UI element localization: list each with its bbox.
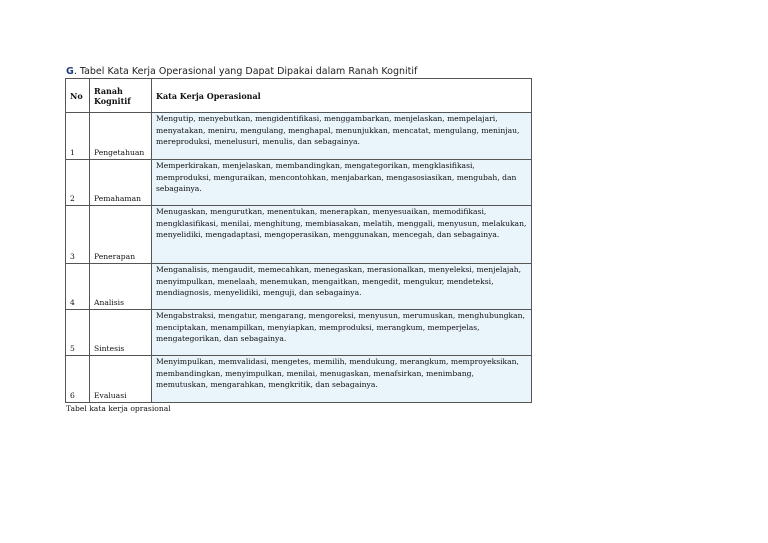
header-kko: Kata Kerja Operasional bbox=[152, 79, 532, 113]
table-row bbox=[66, 206, 532, 264]
table-row bbox=[66, 264, 532, 310]
heading-text: . Tabel Kata Kerja Operasional yang Dapat Dipakai dalam Ranah Kognitif bbox=[73, 66, 418, 77]
row-number: 6 bbox=[66, 356, 90, 403]
header-ranah: Ranah Kognitif bbox=[90, 79, 152, 113]
row-verbs: Mengabstraksi, mengatur, mengarang, mengoreksi, menyusun, merumuskan, menghubungkan, menciptakan, menampilkan, menyiapkan, memproduksi, merangkum, memperjelas, mengategorikan, dan sebagainya. bbox=[152, 310, 532, 356]
row-number: 2 bbox=[66, 160, 90, 206]
table-header-row bbox=[66, 79, 532, 113]
header-no: No bbox=[66, 79, 90, 113]
table-row bbox=[66, 160, 532, 206]
row-verbs: Menyimpulkan, memvalidasi, mengetes, memilih, mendukung, merangkum, memproyeksikan, membandingkan, menyimpulkan, menilai, menugaskan, menafsirkan, menimbang, memutuskan, mengarahkan, mengkritik, dan sebagainya. bbox=[152, 356, 532, 403]
table-row bbox=[66, 310, 532, 356]
heading-letter: G bbox=[66, 66, 74, 77]
row-verbs: Menganalisis, mengaudit, memecahkan, menegaskan, merasionalkan, menyeleksi, menjelajah, menyimpulkan, menelaah, menemukan, mengaitkan, mengedit, mengukur, mendeteksi, mendiagnosis, menyelidiki, menguji, dan sebagainya. bbox=[152, 264, 532, 310]
table-row bbox=[66, 356, 532, 403]
row-ranah: Analisis bbox=[90, 264, 152, 310]
row-number: 1 bbox=[66, 113, 90, 160]
row-ranah: Penerapan bbox=[90, 206, 152, 264]
row-number: 3 bbox=[66, 206, 90, 264]
row-ranah: Sintesis bbox=[90, 310, 152, 356]
row-number: 5 bbox=[66, 310, 90, 356]
row-verbs: Mengutip, menyebutkan, mengidentifikasi, menggambarkan, menjelaskan, mempelajari, menyatakan, meniru, mengulang, menghapal, menunjukkan, mencatat, mengulang, meninjau, mereproduksi, menelusuri, menulis, dan sebagainya. bbox=[152, 113, 532, 160]
row-ranah: Pemahaman bbox=[90, 160, 152, 206]
row-ranah: Pengetahuan bbox=[90, 113, 152, 160]
table-heading bbox=[66, 66, 417, 77]
row-verbs: Menugaskan, mengurutkan, menentukan, menerapkan, menyesuaikan, memodifikasi, mengklasifikasi, menilai, menghitung, membiasakan, melatih, menggali, menyusun, melakukan, menyelidiki, mengadaptasi, mengoperasikan, menggunakan, mencegah, dan sebagainya. bbox=[152, 206, 532, 264]
table-row bbox=[66, 113, 532, 160]
row-ranah: Evaluasi bbox=[90, 356, 152, 403]
row-number: 4 bbox=[66, 264, 90, 310]
table-caption: Tabel kata kerja oprasional bbox=[66, 404, 171, 413]
row-verbs: Memperkirakan, menjelaskan, membandingkan, mengategorikan, mengklasifikasi, memproduksi, menguraikan, mencontohkan, menjabarkan, mengasosiasikan, mengubah, dan sebagainya. bbox=[152, 160, 532, 206]
kko-table bbox=[65, 78, 532, 403]
